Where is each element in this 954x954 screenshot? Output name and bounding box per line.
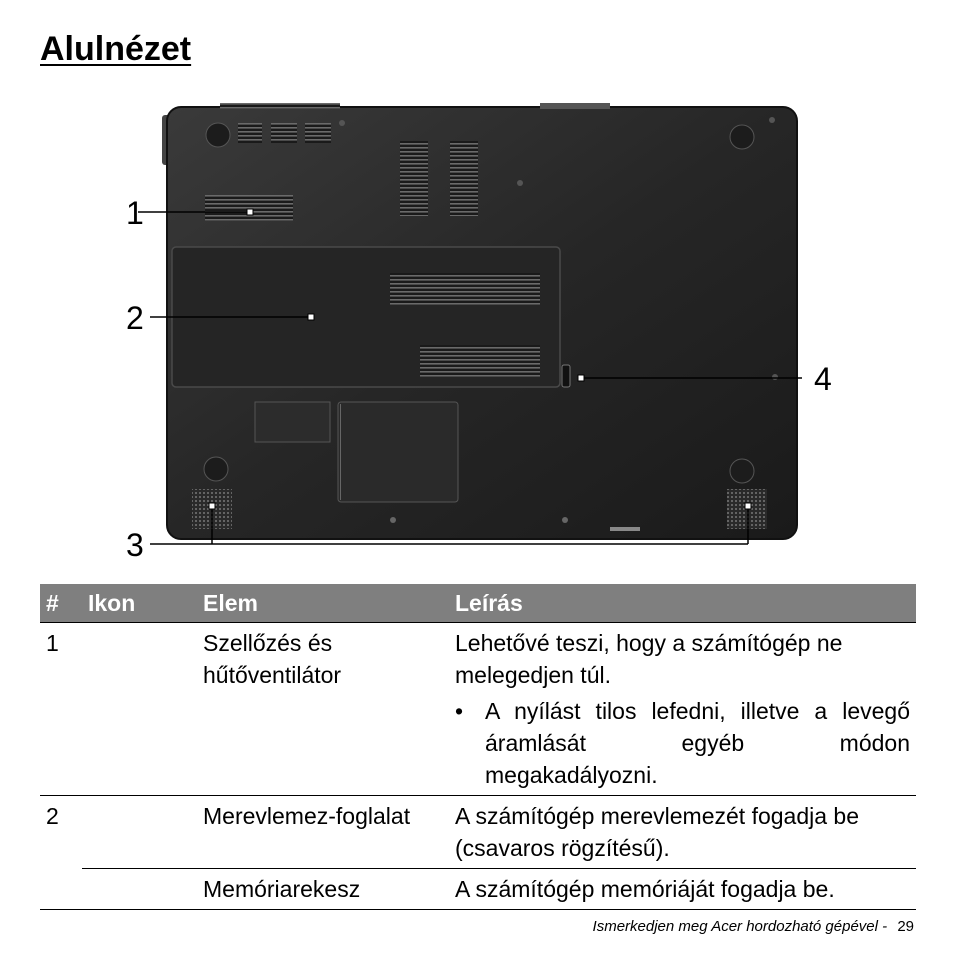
table-row <box>40 623 916 796</box>
bullet-item <box>455 695 910 791</box>
row-num: 1 <box>40 623 82 796</box>
lock-slot <box>562 365 570 387</box>
desc-text: Lehetővé teszi, hogy a számítógép ne melegedjen túl. <box>455 630 843 688</box>
footer-text: Ismerkedjen meg Acer hordozható gépével - <box>592 918 888 935</box>
header-elem: Elem <box>197 584 449 623</box>
row-elem: Memóriarekesz <box>197 869 449 910</box>
row-num <box>40 869 82 910</box>
memory-compartment-cover <box>338 402 458 502</box>
callout-2: 2 <box>126 300 144 336</box>
row-icon <box>82 796 197 869</box>
header-num: # <box>40 584 82 623</box>
bullet-text: A nyílást tilos lefedni, illetve a levegő áramlását egyéb módon megakadályozni. <box>485 698 910 788</box>
callout-1: 1 <box>126 195 144 231</box>
row-elem: Merevlemez-foglalat <box>197 796 449 869</box>
header-icon: Ikon <box>82 584 197 623</box>
component-table <box>40 584 916 910</box>
page-title: Alulnézet <box>40 30 192 68</box>
row-desc: A számítógép merevlemezét fogadja be (csavaros rögzítésű). <box>449 796 916 869</box>
row-icon <box>82 869 197 910</box>
callout-4: 4 <box>814 361 832 397</box>
row-desc <box>449 623 916 796</box>
ventilation-vent <box>205 195 293 221</box>
callout-3: 3 <box>126 527 144 563</box>
table-header-row <box>40 584 916 623</box>
row-icon <box>82 623 197 796</box>
header-desc: Leírás <box>449 584 916 623</box>
row-elem: Szellőzés és hűtőventilátor <box>197 623 449 796</box>
table-row <box>40 796 916 869</box>
row-desc: A számítógép memóriáját fogadja be. <box>449 869 916 910</box>
table-row <box>40 869 916 910</box>
row-num: 2 <box>40 796 82 869</box>
page-number: 29 <box>897 918 914 935</box>
bullet-symbol: • <box>455 698 464 724</box>
laptop-bottom-illustration <box>110 95 850 555</box>
laptop-bottom-figure <box>110 95 850 563</box>
page-footer <box>593 918 914 935</box>
